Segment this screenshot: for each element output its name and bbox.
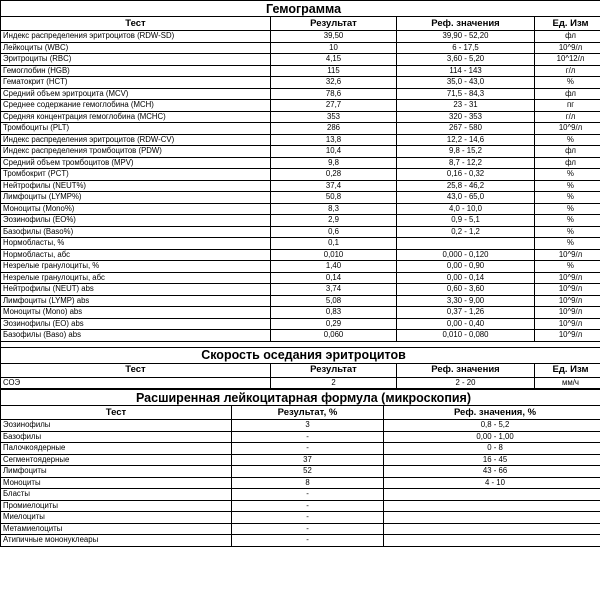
table-row	[1, 123, 600, 135]
cell-test: Индекс распределения эритроцитов (RDW-CV)	[1, 134, 271, 146]
cell-ref: 43 - 66	[384, 466, 600, 478]
cell-test: Незрелые гранулоциты, абс	[1, 272, 271, 284]
table-row	[1, 157, 600, 169]
esr-title: Скорость оседания эритроцитов	[1, 347, 600, 363]
cell-unit: %	[535, 169, 600, 181]
cell-result: 37	[232, 454, 384, 466]
cell-test: Индекс распределения эритроцитов (RDW-SD)	[1, 31, 271, 43]
cell-ref: 23 - 31	[397, 100, 535, 112]
cell-result: 10,4	[271, 146, 397, 158]
cell-ref	[384, 500, 600, 512]
cell-test: Нормобласты, абс	[1, 249, 271, 261]
cell-unit: 10^9/л	[535, 284, 600, 296]
cell-test: Средний объем эритроцита (MCV)	[1, 88, 271, 100]
table-row	[1, 420, 600, 432]
table-row	[1, 443, 600, 455]
table-row	[1, 238, 600, 250]
cell-test: Базофилы (Baso) abs	[1, 330, 271, 342]
table-row	[1, 100, 600, 112]
cell-unit: 10^9/л	[535, 330, 600, 342]
cell-ref: 267 - 580	[397, 123, 535, 135]
table-row	[1, 466, 600, 478]
cell-unit: 10^9/л	[535, 272, 600, 284]
table-row	[1, 42, 600, 54]
table-row	[1, 65, 600, 77]
cell-unit: фл	[535, 88, 600, 100]
esr-header-row	[1, 363, 600, 377]
col-result: Результат	[271, 363, 397, 377]
leuko-header-row	[1, 406, 600, 420]
cell-result: 52	[232, 466, 384, 478]
cell-result: 1,40	[271, 261, 397, 273]
table-row	[1, 477, 600, 489]
table-row	[1, 203, 600, 215]
cell-test: Палочкоядерные	[1, 443, 232, 455]
table-row	[1, 77, 600, 89]
cell-test: Лейкоциты (WBC)	[1, 42, 271, 54]
cell-unit: 10^9/л	[535, 123, 600, 135]
cell-unit: г/л	[535, 65, 600, 77]
cell-result: 8,3	[271, 203, 397, 215]
table-row	[1, 146, 600, 158]
cell-ref: 6 - 17,5	[397, 42, 535, 54]
cell-ref: 0,00 - 0,90	[397, 261, 535, 273]
cell-test: СОЭ	[1, 377, 271, 389]
cell-result: 50,8	[271, 192, 397, 204]
cell-ref	[384, 535, 600, 547]
col-test: Тест	[1, 363, 271, 377]
cell-ref: 2 - 20	[397, 377, 535, 389]
cell-test: Эозинофилы	[1, 420, 232, 432]
cell-unit: %	[535, 203, 600, 215]
leuko-title: Расширенная лейкоцитарная формула (микроскопия)	[1, 390, 600, 406]
cell-ref: 3,30 - 9,00	[397, 295, 535, 307]
cell-test: Миелоциты	[1, 512, 232, 524]
cell-test: Средний объем тромбоцитов (MPV)	[1, 157, 271, 169]
cell-ref: 8,7 - 12,2	[397, 157, 535, 169]
cell-result: 2,9	[271, 215, 397, 227]
cell-result: 37,4	[271, 180, 397, 192]
cell-unit: мм/ч	[535, 377, 600, 389]
table-row	[1, 295, 600, 307]
cell-result: -	[232, 535, 384, 547]
col-ref: Реф. значения	[397, 363, 535, 377]
cell-test: Тромбоциты (PLT)	[1, 123, 271, 135]
cell-unit: 10^9/л	[535, 249, 600, 261]
cell-unit: %	[535, 261, 600, 273]
table-row	[1, 512, 600, 524]
cell-unit: %	[535, 226, 600, 238]
cell-result: 5,08	[271, 295, 397, 307]
cell-test: Атипичные мононуклеары	[1, 535, 232, 547]
table-row	[1, 226, 600, 238]
cell-result: 8	[232, 477, 384, 489]
cell-result: 353	[271, 111, 397, 123]
cell-test: Индекс распределения тромбоцитов (PDW)	[1, 146, 271, 158]
cell-ref: 43,0 - 65,0	[397, 192, 535, 204]
cell-unit: фл	[535, 146, 600, 158]
table-row	[1, 192, 600, 204]
col-test: Тест	[1, 406, 232, 420]
cell-ref	[384, 512, 600, 524]
cell-ref: 0 - 8	[384, 443, 600, 455]
cell-unit: %	[535, 192, 600, 204]
cell-ref: 4 - 10	[384, 477, 600, 489]
cell-test: Промиелоциты	[1, 500, 232, 512]
cell-unit: 10^9/л	[535, 318, 600, 330]
cell-ref: 4,0 - 10,0	[397, 203, 535, 215]
cell-test: Незрелые гранулоциты, %	[1, 261, 271, 273]
cell-test: Эозинофилы (EO%)	[1, 215, 271, 227]
cell-ref: 71,5 - 84,3	[397, 88, 535, 100]
table-row	[1, 111, 600, 123]
cell-ref: 3,60 - 5,20	[397, 54, 535, 66]
table-row	[1, 134, 600, 146]
cell-ref: 0,00 - 0,40	[397, 318, 535, 330]
col-unit: Ед. Изм	[535, 17, 600, 31]
table-row	[1, 215, 600, 227]
cell-result: 0,14	[271, 272, 397, 284]
table-row	[1, 261, 600, 273]
leuko-table	[0, 389, 600, 547]
table-row	[1, 31, 600, 43]
cell-result: 4,15	[271, 54, 397, 66]
cell-result: -	[232, 443, 384, 455]
cell-test: Гематокрит (HCT)	[1, 77, 271, 89]
cell-result: -	[232, 489, 384, 501]
table-row	[1, 431, 600, 443]
cell-result: 2	[271, 377, 397, 389]
cell-ref: 9,8 - 15,2	[397, 146, 535, 158]
table-row	[1, 284, 600, 296]
cell-result: 0,29	[271, 318, 397, 330]
col-result: Результат	[271, 17, 397, 31]
col-ref: Реф. значения, %	[384, 406, 600, 420]
cell-result: 78,6	[271, 88, 397, 100]
cell-ref: 320 - 353	[397, 111, 535, 123]
table-row	[1, 500, 600, 512]
cell-unit: пг	[535, 100, 600, 112]
table-row	[1, 535, 600, 547]
cell-ref: 16 - 45	[384, 454, 600, 466]
cell-test: Метамиелоциты	[1, 523, 232, 535]
cell-test: Бласты	[1, 489, 232, 501]
table-row	[1, 307, 600, 319]
cell-test: Моноциты (Mono%)	[1, 203, 271, 215]
cell-result: 10	[271, 42, 397, 54]
cell-result: 39,50	[271, 31, 397, 43]
cell-unit: 10^9/л	[535, 295, 600, 307]
cell-result: 0,6	[271, 226, 397, 238]
col-ref: Реф. значения	[397, 17, 535, 31]
esr-table	[0, 342, 600, 390]
cell-result: 0,060	[271, 330, 397, 342]
cell-result: 0,010	[271, 249, 397, 261]
cell-ref: 0,000 - 0,120	[397, 249, 535, 261]
cell-test: Гемоглобин (HGB)	[1, 65, 271, 77]
cell-result: -	[232, 512, 384, 524]
cell-result: 32,6	[271, 77, 397, 89]
cell-result: 115	[271, 65, 397, 77]
cell-unit: фл	[535, 157, 600, 169]
cell-result: 13,8	[271, 134, 397, 146]
cell-unit: 10^9/л	[535, 307, 600, 319]
cell-result: 9,8	[271, 157, 397, 169]
cell-ref: 0,00 - 0,14	[397, 272, 535, 284]
cell-unit: %	[535, 134, 600, 146]
cell-test: Базофилы	[1, 431, 232, 443]
cell-unit: %	[535, 77, 600, 89]
cell-ref: 0,37 - 1,26	[397, 307, 535, 319]
cell-test: Лимфоциты (LYMP%)	[1, 192, 271, 204]
cell-result: 0,83	[271, 307, 397, 319]
cell-unit: 10^12/л	[535, 54, 600, 66]
cell-result: -	[232, 523, 384, 535]
table-row	[1, 180, 600, 192]
cell-result: 27,7	[271, 100, 397, 112]
table-row	[1, 318, 600, 330]
col-result: Результат, %	[232, 406, 384, 420]
table-row	[1, 330, 600, 342]
table-row	[1, 523, 600, 535]
cell-test: Нейтрофилы (NEUT%)	[1, 180, 271, 192]
table-row	[1, 54, 600, 66]
cell-result: 286	[271, 123, 397, 135]
cell-test: Моноциты (Mono) abs	[1, 307, 271, 319]
cell-ref: 12,2 - 14,6	[397, 134, 535, 146]
cell-unit: 10^9/л	[535, 42, 600, 54]
table-row	[1, 249, 600, 261]
cell-ref: 0,010 - 0,080	[397, 330, 535, 342]
cell-unit: %	[535, 180, 600, 192]
cell-test: Средняя концентрация гемоглобина (MCHC)	[1, 111, 271, 123]
cell-ref: 0,8 - 5,2	[384, 420, 600, 432]
cell-result: -	[232, 500, 384, 512]
cell-result: -	[232, 431, 384, 443]
cell-test: Нормобласты, %	[1, 238, 271, 250]
cell-test: Лимфоциты	[1, 466, 232, 478]
cell-ref: 35,0 - 43,0	[397, 77, 535, 89]
cell-test: Тромбокрит (PCT)	[1, 169, 271, 181]
cell-ref	[397, 238, 535, 250]
cell-test: Лимфоциты (LYMP) abs	[1, 295, 271, 307]
table-row	[1, 169, 600, 181]
cell-ref	[384, 489, 600, 501]
cell-result: 3,74	[271, 284, 397, 296]
cell-test: Сегментоядерные	[1, 454, 232, 466]
col-test: Тест	[1, 17, 271, 31]
cell-test: Среднее содержание гемоглобина (MCH)	[1, 100, 271, 112]
cell-test: Моноциты	[1, 477, 232, 489]
cell-unit: г/л	[535, 111, 600, 123]
cell-unit: %	[535, 238, 600, 250]
table-row	[1, 454, 600, 466]
cell-unit: %	[535, 215, 600, 227]
cell-ref: 0,9 - 5,1	[397, 215, 535, 227]
hemogram-header-row	[1, 17, 600, 31]
table-row	[1, 489, 600, 501]
cell-ref: 0,2 - 1,2	[397, 226, 535, 238]
table-row	[1, 272, 600, 284]
cell-unit: фл	[535, 31, 600, 43]
cell-test: Нейтрофилы (NEUT) abs	[1, 284, 271, 296]
cell-ref: 0,16 - 0,32	[397, 169, 535, 181]
cell-test: Эритроциты (RBC)	[1, 54, 271, 66]
cell-ref: 39,90 - 52,20	[397, 31, 535, 43]
cell-ref: 0,00 - 1,00	[384, 431, 600, 443]
cell-result: 0,28	[271, 169, 397, 181]
cell-result: 0,1	[271, 238, 397, 250]
cell-ref: 25,8 - 46,2	[397, 180, 535, 192]
cell-test: Базофилы (Baso%)	[1, 226, 271, 238]
cell-ref: 114 - 143	[397, 65, 535, 77]
cell-ref	[384, 523, 600, 535]
col-unit: Ед. Изм	[535, 363, 600, 377]
hemogram-title: Гемограмма	[1, 1, 600, 17]
cell-result: 3	[232, 420, 384, 432]
cell-ref: 0,60 - 3,60	[397, 284, 535, 296]
cell-test: Эозинофилы (EO) abs	[1, 318, 271, 330]
table-row	[1, 88, 600, 100]
table-row	[1, 377, 600, 389]
